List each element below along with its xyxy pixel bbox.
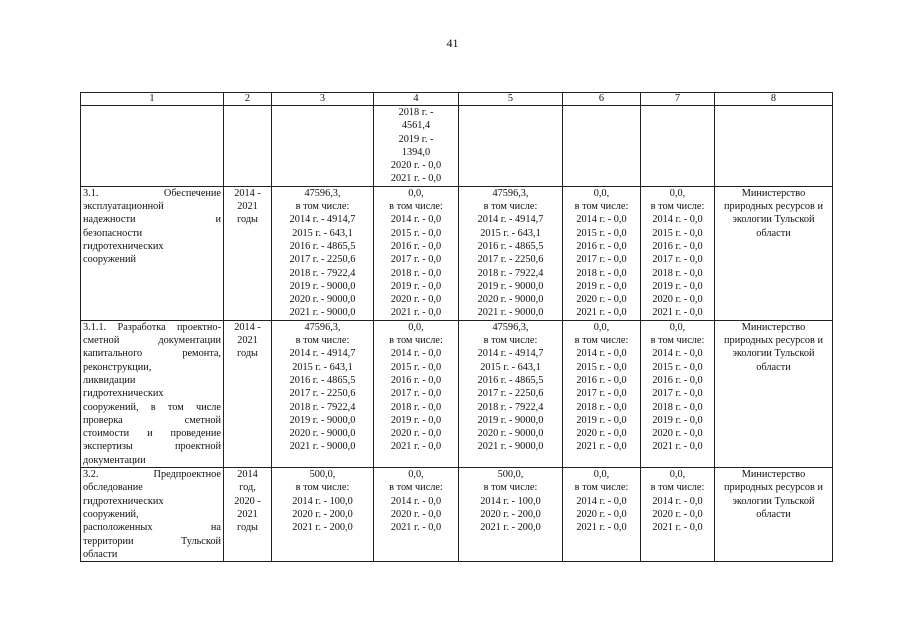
cell-line: 2020 г. - 200,0 xyxy=(480,508,541,520)
cell-line: 2017 г. - 0,0 xyxy=(576,388,627,400)
cell-line: экологии Тульской xyxy=(732,348,815,360)
cell-line: 2014 г. - 4914,7 xyxy=(289,214,356,226)
cell-line: 2020 г. - 0,0 xyxy=(576,294,627,306)
cell-line: 2019 г. - 9000,0 xyxy=(289,280,356,292)
cell-line: 2017 г. - 0,0 xyxy=(652,254,703,266)
cell-line: 2014 - xyxy=(234,187,261,199)
cell-line: 0,0, xyxy=(669,187,686,199)
table-row xyxy=(81,106,833,187)
cell-line: 2018 г. - 7922,4 xyxy=(477,401,544,413)
cell-line: 0,0, xyxy=(593,187,610,199)
cell-line: стоимости и проведение xyxy=(83,428,221,440)
cell-line: 2016 г. - 0,0 xyxy=(390,240,442,252)
cell-line: 2020 г. - 200,0 xyxy=(292,508,353,520)
header-cell: 5 xyxy=(459,93,563,106)
cell-line: области xyxy=(756,227,791,239)
period-cell xyxy=(224,320,272,467)
cell-line: 2014 г. - 0,0 xyxy=(576,495,627,507)
cell-line: 2015 г. - 0,0 xyxy=(576,227,627,239)
period-cell xyxy=(224,468,272,562)
header-cell: 3 xyxy=(272,93,374,106)
cell-line: 0,0, xyxy=(408,321,424,333)
cell-line: 2018 г. - 7922,4 xyxy=(289,267,356,279)
cell-line: 2016 г. - 0,0 xyxy=(652,240,703,252)
cell-line: 2018 г. - 0,0 xyxy=(390,401,442,413)
cell-line: 2019 г. - 0,0 xyxy=(390,280,442,292)
cell-line: 2014 г. - 0,0 xyxy=(390,348,442,360)
cell-line: в том числе: xyxy=(650,335,705,347)
cell-line: 2018 г. - 0,0 xyxy=(576,401,627,413)
total-funding-cell xyxy=(272,468,374,562)
funding-cell-col5 xyxy=(459,468,563,562)
executor-cell xyxy=(715,320,833,467)
cell-line: 2017 г. - 2250,6 xyxy=(289,388,356,400)
cell-line: сооружений, в том числе xyxy=(83,401,221,413)
cell-line: 2021 г. - 0,0 xyxy=(390,522,442,534)
cell-line: 2020 г. - 0,0 xyxy=(652,294,703,306)
cell-line: в том числе: xyxy=(483,201,538,213)
cell-line: гидротехнических xyxy=(83,388,164,400)
cell-line: 2014 г. - 0,0 xyxy=(652,348,703,360)
cell-line: 2016 г. - 0,0 xyxy=(390,374,442,386)
cell-line: 2015 г. - 0,0 xyxy=(652,227,703,239)
cell-line: 2020 г. - 0,0 xyxy=(390,428,442,440)
header-cell: 8 xyxy=(715,93,833,106)
cell-line: в том числе: xyxy=(574,201,629,213)
cell-line: 2021 г. - 9000,0 xyxy=(477,441,544,453)
table-row xyxy=(81,320,833,467)
funding-cell-col7 xyxy=(641,468,715,562)
activity-name-cell xyxy=(81,186,224,320)
cell-line: 2021 г. - 0,0 xyxy=(576,441,627,453)
cell-line: в том числе: xyxy=(389,482,443,494)
cell-line: 2015 г. - 643,1 xyxy=(480,361,541,373)
funding-cell-col7 xyxy=(641,186,715,320)
cell-line: Министерство xyxy=(741,187,806,199)
cell-line: 2014 г. - 0,0 xyxy=(576,348,627,360)
period-cell xyxy=(224,186,272,320)
cell-line: 2019 г. - 0,0 xyxy=(576,414,627,426)
cell-line: 2021 г. - 9000,0 xyxy=(289,307,356,319)
cell-line: 2016 г. - 0,0 xyxy=(576,240,627,252)
cell-line: 4561,4 xyxy=(401,120,431,132)
cell-line: 2014 г. - 0,0 xyxy=(652,214,703,226)
cell-line: 2018 г. - 0,0 xyxy=(652,267,703,279)
cell-line: ликвидации xyxy=(83,374,136,386)
activity-name-cell xyxy=(81,320,224,467)
cell-line: реконструкции, xyxy=(83,361,152,373)
cell-line: сооружений xyxy=(83,254,136,266)
cell-line: 2014 - xyxy=(234,321,261,333)
table-row xyxy=(81,468,833,562)
cell-line: документации xyxy=(83,454,146,466)
cell-line: в том числе: xyxy=(574,482,629,494)
cell-line: 2018 г. - 0,0 xyxy=(390,267,442,279)
cell-line: 2019 г. - 0,0 xyxy=(652,280,703,292)
cell-line: природных ресурсов и xyxy=(724,335,823,347)
cell-line: в том числе: xyxy=(650,201,705,213)
cell-line: 2014 г. - 100,0 xyxy=(292,495,353,507)
cell-line: области xyxy=(756,508,791,520)
cell-line: 2014 г. - 0,0 xyxy=(652,495,703,507)
activity-name-cell xyxy=(81,468,224,562)
cell-line: 2015 г. - 643,1 xyxy=(292,361,353,373)
cell-line: в том числе: xyxy=(295,201,350,213)
total-funding-cell xyxy=(272,186,374,320)
cell-line: 2018 г. - 7922,4 xyxy=(289,401,356,413)
cell-line: 2021 xyxy=(237,508,258,520)
cell-line: 2020 г. - 9000,0 xyxy=(477,294,544,306)
cell-line: 0,0, xyxy=(593,469,610,481)
funding-cell-col6 xyxy=(563,320,641,467)
funding-cell-col4 xyxy=(374,468,459,562)
cell-line: 2018 г. - xyxy=(398,107,434,118)
cell-line: 2015 г. - 0,0 xyxy=(652,361,703,373)
cell-line: надежности и xyxy=(83,214,221,226)
cell-line: годы xyxy=(237,522,258,534)
cell-line: 2020 г. - 9000,0 xyxy=(289,428,356,440)
cell-line: 2021 г. - 0,0 xyxy=(390,307,442,319)
cell-line: 2016 г. - 4865,5 xyxy=(289,240,356,252)
cell-line: 2014 г. - 100,0 xyxy=(480,495,541,507)
cell-line: годы xyxy=(237,214,258,226)
cell-line: 2020 г. - 9000,0 xyxy=(477,428,544,440)
cell-line: проверка сметной xyxy=(83,414,221,426)
program-table xyxy=(80,92,833,562)
cell-line: 2014 xyxy=(237,469,258,481)
header-cell: 1 xyxy=(81,93,224,106)
cell-line: территории Тульской xyxy=(83,535,221,547)
cell-line: области xyxy=(83,548,118,560)
cell-line: в том числе: xyxy=(389,201,443,213)
cell-line: в том числе: xyxy=(574,335,629,347)
cell-line: 0,0, xyxy=(408,469,424,481)
funding-cell-col7 xyxy=(641,106,715,187)
period-cell xyxy=(224,106,272,187)
cell-line: 2019 г. - 9000,0 xyxy=(477,280,544,292)
cell-line: 2020 г. - 0,0 xyxy=(576,508,627,520)
cell-line: 2016 г. - 0,0 xyxy=(652,374,703,386)
cell-line: 2014 г. - 4914,7 xyxy=(289,348,356,360)
cell-line: 2020 г. - 9000,0 xyxy=(289,294,356,306)
header-cell: 4 xyxy=(374,93,459,106)
cell-line: 47596,3, xyxy=(492,187,529,199)
cell-line: 2014 г. - 0,0 xyxy=(390,214,442,226)
cell-line: 2015 г. - 643,1 xyxy=(292,227,353,239)
cell-line: 2021 г. - 200,0 xyxy=(292,522,353,534)
cell-line: 2019 г. - xyxy=(398,133,434,145)
cell-line: годы xyxy=(237,348,258,360)
cell-line: 0,0, xyxy=(669,321,686,333)
cell-line: безопасности xyxy=(83,227,143,239)
funding-cell-col7 xyxy=(641,320,715,467)
cell-line: гидротехнических xyxy=(83,495,164,507)
cell-line: гидротехнических xyxy=(83,240,164,252)
cell-line: 2020 г. - 0,0 xyxy=(390,294,442,306)
cell-line: 2020 г. - 0,0 xyxy=(652,508,703,520)
cell-line: 500,0, xyxy=(309,469,336,481)
cell-line: 2014 г. - 0,0 xyxy=(390,495,442,507)
cell-line: 47596,3, xyxy=(492,321,529,333)
cell-line: в том числе: xyxy=(483,482,538,494)
cell-line: 2021 г. - 0,0 xyxy=(576,307,627,319)
cell-line: 2021 г. - 9000,0 xyxy=(289,441,356,453)
cell-line: 500,0, xyxy=(497,469,524,481)
cell-line: 2021 г. - 0,0 xyxy=(390,173,442,185)
cell-line: 2017 г. - 0,0 xyxy=(576,254,627,266)
funding-cell-col5 xyxy=(459,106,563,187)
cell-line: 2021 г. - 0,0 xyxy=(390,441,442,453)
table-header-row xyxy=(81,93,833,106)
cell-line: обследование xyxy=(83,482,143,494)
cell-line: 2019 г. - 0,0 xyxy=(652,414,703,426)
cell-line: экспертизы проектной xyxy=(83,441,221,453)
cell-line: природных ресурсов и xyxy=(724,201,823,213)
cell-line: 2017 г. - 0,0 xyxy=(390,254,442,266)
cell-line: экологии Тульской xyxy=(732,214,815,226)
cell-line: 2020 г. - 0,0 xyxy=(652,428,703,440)
cell-line: 2019 г. - 9000,0 xyxy=(289,414,356,426)
cell-line: 2020 г. - 0,0 xyxy=(390,160,442,172)
cell-line: 2020 г. - 0,0 xyxy=(390,508,442,520)
cell-line: 2014 г. - 4914,7 xyxy=(477,348,544,360)
cell-line: капитального ремонта, xyxy=(83,348,221,360)
cell-line: 3.2. Предпроектное xyxy=(83,469,221,481)
cell-line: 2015 г. - 0,0 xyxy=(390,227,442,239)
cell-line: 2017 г. - 0,0 xyxy=(652,388,703,400)
cell-line: в том числе: xyxy=(295,335,350,347)
cell-line: 2020 - xyxy=(234,495,261,507)
funding-cell-col6 xyxy=(563,468,641,562)
total-funding-cell xyxy=(272,320,374,467)
cell-line: 2017 г. - 2250,6 xyxy=(477,254,544,266)
cell-line: год, xyxy=(239,482,256,494)
cell-line: 2016 г. - 4865,5 xyxy=(477,240,544,252)
cell-line: 1394,0 xyxy=(401,146,431,158)
cell-line: эксплуатационной xyxy=(83,201,164,213)
cell-line: 3.1.1. Разработка проектно- xyxy=(83,321,221,333)
cell-line: 2021 xyxy=(237,201,258,213)
executor-cell xyxy=(715,468,833,562)
cell-line: Министерство xyxy=(741,469,806,481)
cell-line: 2018 г. - 0,0 xyxy=(576,267,627,279)
funding-cell-col4 xyxy=(374,186,459,320)
executor-cell xyxy=(715,106,833,187)
cell-line: 2018 г. - 7922,4 xyxy=(477,267,544,279)
total-funding-cell xyxy=(272,106,374,187)
cell-line: в том числе: xyxy=(483,335,538,347)
funding-cell-col6 xyxy=(563,106,641,187)
cell-line: 2016 г. - 0,0 xyxy=(576,374,627,386)
cell-line: 2019 г. - 9000,0 xyxy=(477,414,544,426)
table-row xyxy=(81,186,833,320)
cell-line: экологии Тульской xyxy=(732,495,815,507)
cell-line: 2014 г. - 4914,7 xyxy=(477,214,544,226)
cell-line: сооружений, xyxy=(83,508,139,520)
cell-line: сметной документации xyxy=(83,335,221,347)
cell-line: в том числе: xyxy=(389,335,443,347)
cell-line: 2016 г. - 4865,5 xyxy=(289,374,356,386)
funding-cell-col4 xyxy=(374,106,459,187)
cell-line: 2021 г. - 0,0 xyxy=(576,522,627,534)
cell-line: 2015 г. - 0,0 xyxy=(576,361,627,373)
cell-line: 2021 г. - 0,0 xyxy=(652,522,703,534)
cell-line: расположенных на xyxy=(83,522,221,534)
cell-line: 2021 г. - 9000,0 xyxy=(477,307,544,319)
cell-line: 2018 г. - 0,0 xyxy=(652,401,703,413)
cell-line: 2021 г. - 200,0 xyxy=(480,522,541,534)
cell-line: 2021 г. - 0,0 xyxy=(652,307,703,319)
funding-cell-col5 xyxy=(459,320,563,467)
cell-line: 2019 г. - 0,0 xyxy=(576,280,627,292)
header-cell: 2 xyxy=(224,93,272,106)
cell-line: 0,0, xyxy=(408,187,424,199)
cell-line: 2014 г. - 0,0 xyxy=(576,214,627,226)
cell-line: 2021 г. - 0,0 xyxy=(652,441,703,453)
cell-line: 2021 xyxy=(237,335,258,347)
cell-line: 2017 г. - 0,0 xyxy=(390,388,442,400)
funding-cell-col6 xyxy=(563,186,641,320)
cell-line: в том числе: xyxy=(650,482,705,494)
funding-cell-col4 xyxy=(374,320,459,467)
cell-line: области xyxy=(756,361,791,373)
funding-cell-col5 xyxy=(459,186,563,320)
cell-line: 47596,3, xyxy=(304,187,341,199)
cell-line: 2020 г. - 0,0 xyxy=(576,428,627,440)
cell-line: 2015 г. - 0,0 xyxy=(390,361,442,373)
cell-line: 47596,3, xyxy=(304,321,341,333)
cell-line: 3.1. Обеспечение xyxy=(83,187,221,199)
cell-line: 2017 г. - 2250,6 xyxy=(477,388,544,400)
cell-line: 0,0, xyxy=(593,321,610,333)
executor-cell xyxy=(715,186,833,320)
header-cell: 7 xyxy=(641,93,715,106)
activity-name-cell xyxy=(81,106,224,187)
cell-line: 2019 г. - 0,0 xyxy=(390,414,442,426)
cell-line: 2015 г. - 643,1 xyxy=(480,227,541,239)
cell-line: 2016 г. - 4865,5 xyxy=(477,374,544,386)
cell-line: в том числе: xyxy=(295,482,350,494)
cell-line: 2017 г. - 2250,6 xyxy=(289,254,356,266)
page-number: 41 xyxy=(446,36,459,50)
cell-line: 0,0, xyxy=(669,469,686,481)
cell-line: природных ресурсов и xyxy=(724,482,823,494)
cell-line: Министерство xyxy=(741,321,806,333)
header-cell: 6 xyxy=(563,93,641,106)
